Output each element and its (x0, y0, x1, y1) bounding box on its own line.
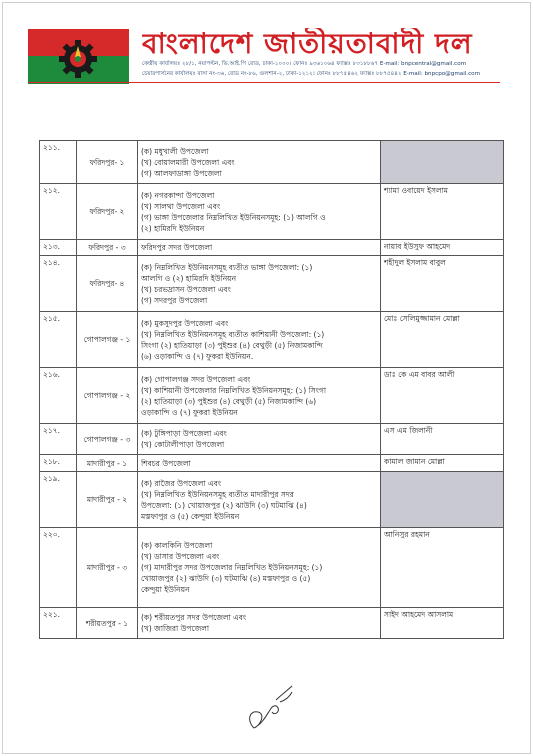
area-line: (২) হামিরদি ইউনিয়ন (141, 223, 205, 233)
table-row (40, 256, 504, 312)
seat-number: ২১৬. (40, 368, 77, 424)
constituency-name: ফরিদপুর - ৩ (77, 240, 138, 256)
constituency-name: ফরিদপুর- ২ (77, 184, 138, 240)
area-line: (ক) কালকিনি উপজেলা (141, 541, 213, 550)
seat-number: ২১৭. (40, 424, 77, 455)
table-row (40, 424, 504, 455)
header-divider (28, 82, 500, 83)
area-line: খোয়াজপুর (২) ঝাউদি (৩) ঘটমাঝি (৪) মস্তফাপুর ও (৫) (141, 574, 311, 583)
area-line: সিংগা (২) হাতিয়াড়া (৩) পুইশুর (৪) বেথুড়ী (৫) নিজামকান্দি (141, 340, 323, 350)
candidate-name: এস এম জিলানী (381, 424, 504, 455)
area-line: (ক) শরীয়তপুর সদর উপজেলা এবং (141, 613, 247, 622)
constituency-areas (138, 455, 381, 472)
table-row (40, 608, 504, 639)
table-row (40, 312, 504, 368)
constituency-name: মাদারীপুর - ১ (77, 455, 138, 472)
table-row (40, 240, 504, 256)
seat-number: ২২১. (40, 608, 77, 639)
table-row (40, 528, 504, 608)
constituency-name: ফরিদপুর- ১ (77, 141, 138, 184)
constituency-name: মাদারীপুর - ২ (77, 472, 138, 528)
candidate-name: আনিসুর রহমান (381, 528, 504, 608)
constituency-areas (138, 608, 381, 639)
area-line: (খ) কোটালীপাড়া উপজেলা (141, 440, 225, 449)
chairperson-office-address: চেয়ারপার্সনের কার্যালয়ঃ বাসা নং-৩৬, রোড নং-৮৬, গুলশান-২, ঢাকা-১২১২। ফোনঃ ৮৮৭৫৪৬২ ফ্যাক্সঃ ৮৮৭৫৪৪২ E-mail: bnpcpo@gmail.com (142, 71, 481, 77)
constituency-areas (138, 368, 381, 424)
seat-number: ২২০. (40, 528, 77, 608)
party-name-title: বাংলাদেশ জাতীয়তাবাদী দল (142, 28, 473, 60)
candidate-cell-blank (381, 141, 504, 184)
area-line: মস্তফাপুর ও (৫) কেন্দুয়া ইউনিয়ন (141, 511, 240, 521)
area-line: (ক) নগরকান্দা উপজেলা (141, 190, 215, 200)
candidate-name: শ্যামা ওবায়েদ ইসলাম (381, 184, 504, 240)
logo-emblem-icon (28, 29, 129, 84)
area-line: (২) হাতিয়াড়া (৩) পুইশুর (৪) বেথুড়ী (৫) নিজামকান্দি (৬) (141, 396, 317, 406)
area-line: (খ) জাজিরা উপজেলা (141, 624, 210, 633)
seat-number: ২১২. (40, 184, 77, 240)
area-line: (গ) মাদারীপুর সদর উপজেলার নিম্নলিখিত ইউনিয়নসমূহ: (১) (141, 563, 323, 572)
seat-number: ২১৩. (40, 240, 77, 256)
constituency-areas (138, 424, 381, 455)
area-line: শিবচর উপজেলা (141, 458, 191, 468)
area-line: (ক) মুকসুদপুর উপজেলা এবং (141, 318, 229, 328)
table-row (40, 184, 504, 240)
seat-number: ২১৮. (40, 455, 77, 472)
table-row (40, 368, 504, 424)
central-office-address: কেন্দ্রীয় কার্যালয়ঃ ২৮/১, নয়াপল্টন, ভি.আই.পি রোড, ঢাকা-১০০০। ফোনঃ ৯৩৬১০৬৪ ফ্যাক্সঃ ৮৩১৮৮৬৭ E-mail: bnpcentral@gmail.com (142, 61, 467, 67)
seat-number: ২১৫. (40, 312, 77, 368)
seat-number: ২১৯. (40, 472, 77, 528)
constituency-name: গোপালগঞ্জ - ১ (77, 312, 138, 368)
area-line: (ক) মধুখালী উপজেলা (141, 146, 209, 156)
seat-number: ২১১. (40, 141, 77, 184)
candidate-cell-blank (381, 472, 504, 528)
area-line: (ক) গোপালগঞ্জ সদর উপজেলা এবং (141, 374, 251, 384)
area-line: (গ) সদরপুর উপজেলা (141, 295, 208, 305)
area-line: (খ) সালথা উপজেলা এবং (141, 201, 221, 211)
constituency-areas (138, 256, 381, 312)
table-row (40, 472, 504, 528)
area-line: (ক) টুঙ্গিপাড়া উপজেলা এবং (141, 429, 227, 438)
area-line: উপজেলা: (১) খোয়াজপুর (২) ঝাউদি (৩) ঘটমাঝি (৪) (141, 500, 307, 510)
candidate-name: ডাঃ কে এম বাবর আলী (381, 368, 504, 424)
candidate-name: শহীদুল ইসলাম বাবুল (381, 256, 504, 312)
candidate-name: সাইদ আহমেদ আসলাম (381, 608, 504, 639)
constituency-name: গোপালগঞ্জ - ৩ (77, 424, 138, 455)
table-row (40, 455, 504, 472)
seat-number: ২১৪. (40, 256, 77, 312)
area-line: (খ) কাশিয়ানী উপজেলার নিম্নলিখিত ইউনিয়নসমূহ: (১) সিংগা (141, 385, 327, 395)
constituency-areas (138, 528, 381, 608)
party-logo (28, 29, 129, 84)
area-line: (ক) রাজৈর উপজেলা এবং (141, 478, 222, 488)
handwritten-signature (236, 680, 296, 738)
area-line: কেন্দুয়া ইউনিয়ন (141, 585, 190, 594)
area-line: (গ) ভাঙ্গা উপজেলার নিম্নলিখিত ইউনিয়নসমূহ: (১) আলগি ও (141, 212, 326, 222)
constituency-areas (138, 184, 381, 240)
constituency-name: শরীয়তপুর - ১ (77, 608, 138, 639)
area-line: (খ) নিম্নলিখিত ইউনিয়নসমূহ ব্যতীত কাশিয়ানী উপজেলা: (১) (141, 329, 325, 339)
candidate-name: কামাল জামান মোল্লা (381, 455, 504, 472)
constituency-areas (138, 472, 381, 528)
constituency-name: মাদারীপুর - ৩ (77, 528, 138, 608)
constituency-table (39, 140, 504, 639)
area-line: (গ) আলফাডাঙ্গা উপজেলা (141, 168, 222, 178)
area-line: (খ) বোয়ালমারী উপজেলা এবং (141, 157, 235, 167)
area-line: (খ) নিম্নলিখিত ইউনিয়নসমূহ ব্যতীত মাদারীপুর সদর (141, 489, 294, 499)
table-row (40, 141, 504, 184)
candidate-name: মোঃ সেলিমুজ্জামান মোল্লা (381, 312, 504, 368)
area-line: ওড়াকান্দি ও (৭) ফুকরা ইউনিয়ন (141, 407, 238, 417)
area-line: ফরিদপুর সদর উপজেলা (141, 243, 213, 252)
constituency-areas (138, 141, 381, 184)
constituency-name: গোপালগঞ্জ - ২ (77, 368, 138, 424)
constituency-areas (138, 312, 381, 368)
area-line: আলগি ও (২) হামিরদি ইউনিয়ন (141, 273, 237, 283)
area-line: (৬) ওড়াকান্দি ও (৭) ফুকরা ইউনিয়ন. (141, 351, 254, 361)
constituency-name: ফরিদপুর- ৪ (77, 256, 138, 312)
constituency-areas (138, 240, 381, 256)
area-line: (খ) ডাসার উপজেলা এবং (141, 552, 220, 561)
area-line: (ক) নিম্নলিখিত ইউনিয়নসমূহ ব্যতীত ভাঙ্গা উপজেলা: (১) (141, 262, 313, 272)
candidate-name: নায়াব ইউসুফ আহমেদ (381, 240, 504, 256)
area-line: (খ) চরভদ্রাসন উপজেলা এবং (141, 284, 231, 294)
